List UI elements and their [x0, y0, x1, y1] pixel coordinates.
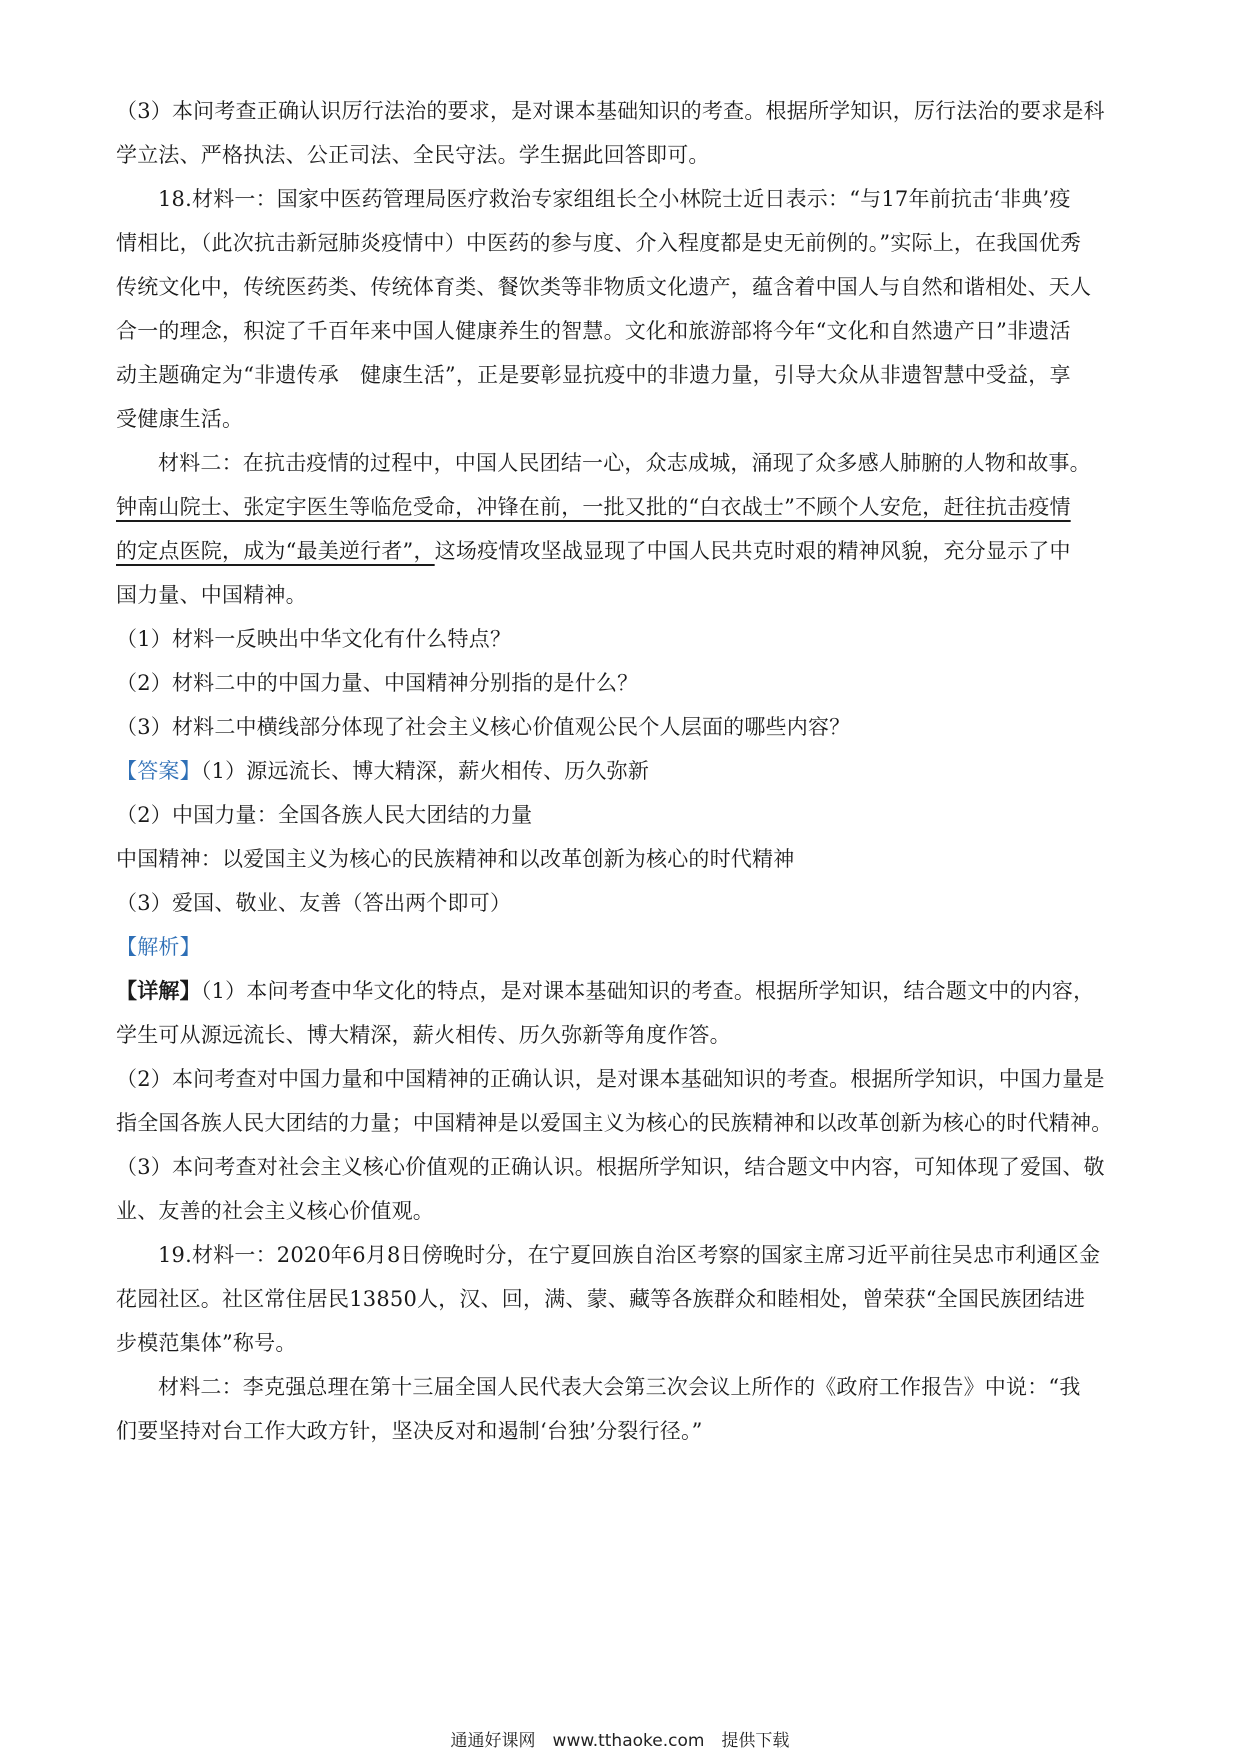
page-footer: 通通好课网 www.tthaoke.com 提供下载: [450, 1731, 790, 1751]
text-line: 国力量、中国精神。: [116, 583, 307, 607]
answer-text: （1）源远流长、博大精深，薪火相传、历久弥新: [200, 759, 650, 783]
text-line: 合一的理念，积淀了千百年来中国人健康养生的智慧。文化和旅游部将今年“文化和自然遗产日”非遗活: [116, 319, 1071, 343]
sub-question-1: （1）材料一反映出中华文化有什么特点？: [116, 627, 512, 651]
text-line: 动主题确定为“非遗传承 健康生活”，正是要彰显抗疫中的非遗力量，引导大众从非遗智慧中受益，享: [116, 363, 1071, 387]
text-line: [116, 536, 1071, 566]
detail-tag: 【详解】: [116, 978, 201, 1003]
detail-line: [116, 976, 1094, 1006]
text-line: 传统文化中，传统医药类、传统体育类、餐饮类等非物质文化遗产，蕴含着中国人与自然和谐相处、天人: [116, 275, 1092, 299]
answer-line: （3）爱国、敬业、友善（答出两个即可）: [116, 891, 512, 915]
analysis-tag: 【解析】: [116, 935, 201, 959]
sub-question-3: （3）材料二中横线部分体现了社会主义核心价值观公民个人层面的哪些内容？: [116, 715, 851, 739]
text-line: 学生可从源远流长、博大精深，薪火相传、历久弥新等角度作答。: [116, 1023, 731, 1047]
text-line: （3）本问考查正确认识厉行法治的要求，是对课本基础知识的考查。根据所学知识，厉行法治的要求是科: [116, 99, 1105, 123]
text-line: 花园社区。社区常住居民13850人，汉、回，满、蒙、藏等各族群众和睦相处，曾荣获“全国民族团结进: [116, 1287, 1086, 1311]
text-line: （3）本问考查对社会主义核心价值观的正确认识。根据所学知识，结合题文中内容，可知体现了爱国、敬: [116, 1155, 1105, 1179]
text-line: 指全国各族人民大团结的力量；中国精神是以爱国主义为核心的民族精神和以改革创新为核心的时代精神。: [116, 1111, 1113, 1135]
text-line: 业、友善的社会主义核心价值观。: [116, 1199, 434, 1223]
text-line: 们要坚持对台工作大政方针，坚决反对和遏制‘台独’分裂行径。”: [116, 1419, 703, 1443]
answer-line: 中国精神：以爱国主义为核心的民族精神和以改革创新为核心的时代精神: [116, 847, 795, 871]
text-line: 步模范集体”称号。: [116, 1331, 297, 1355]
material-2-line: 材料二：李克强总理在第十三届全国人民代表大会第三次会议上所作的《政府工作报告》中说：“我: [158, 1375, 1081, 1399]
material-2-line: 材料二：在抗击疫情的过程中，中国人民团结一心，众志成城，涌现了众多感人肺腑的人物和故事。: [158, 451, 1091, 475]
answer-line: （2）中国力量：全国各族人民大团结的力量: [116, 803, 533, 827]
underlined-line: 钟南山院士、张定宇医生等临危受命，冲锋在前，一批又批的“白衣战士”不顾个人安危，赶往抗击疫情: [116, 495, 1071, 519]
underlined-segment: 的定点医院，成为“最美逆行者”，: [116, 539, 435, 563]
text-line: （2）本问考查对中国力量和中国精神的正确认识，是对课本基础知识的考查。根据所学知识，中国力量是: [116, 1067, 1105, 1091]
detail-text: （1）本问考查中华文化的特点，是对课本基础知识的考查。根据所学知识，结合题文中的内容，: [200, 979, 1095, 1003]
text-line: 情相比，（此次抗击新冠肺炎疫情中）中医药的参与度、介入程度都是史无前例的。”实际上，在我国优秀: [116, 231, 1082, 255]
text-line: 学立法、严格执法、公正司法、全民守法。学生据此回答即可。: [116, 143, 710, 167]
text-segment: 这场疫情攻坚战显现了中国人民共克时艰的精神风貌，充分显示了中: [434, 539, 1071, 563]
answer-line: [116, 756, 649, 786]
question-18-line: 18.材料一：国家中医药管理局医疗救治专家组组长仝小林院士近日表示：“与17年前抗击‘非典’疫: [158, 187, 1071, 211]
sub-question-2: （2）材料二中的中国力量、中国精神分别指的是什么？: [116, 671, 639, 695]
question-19-line: 19.材料一：2020年6月8日傍晚时分，在宁夏回族自治区考察的国家主席习近平前往吴忠市利通区金: [158, 1243, 1101, 1267]
text-line: 受健康生活。: [116, 407, 244, 431]
answer-tag: 【答案】: [116, 759, 201, 783]
